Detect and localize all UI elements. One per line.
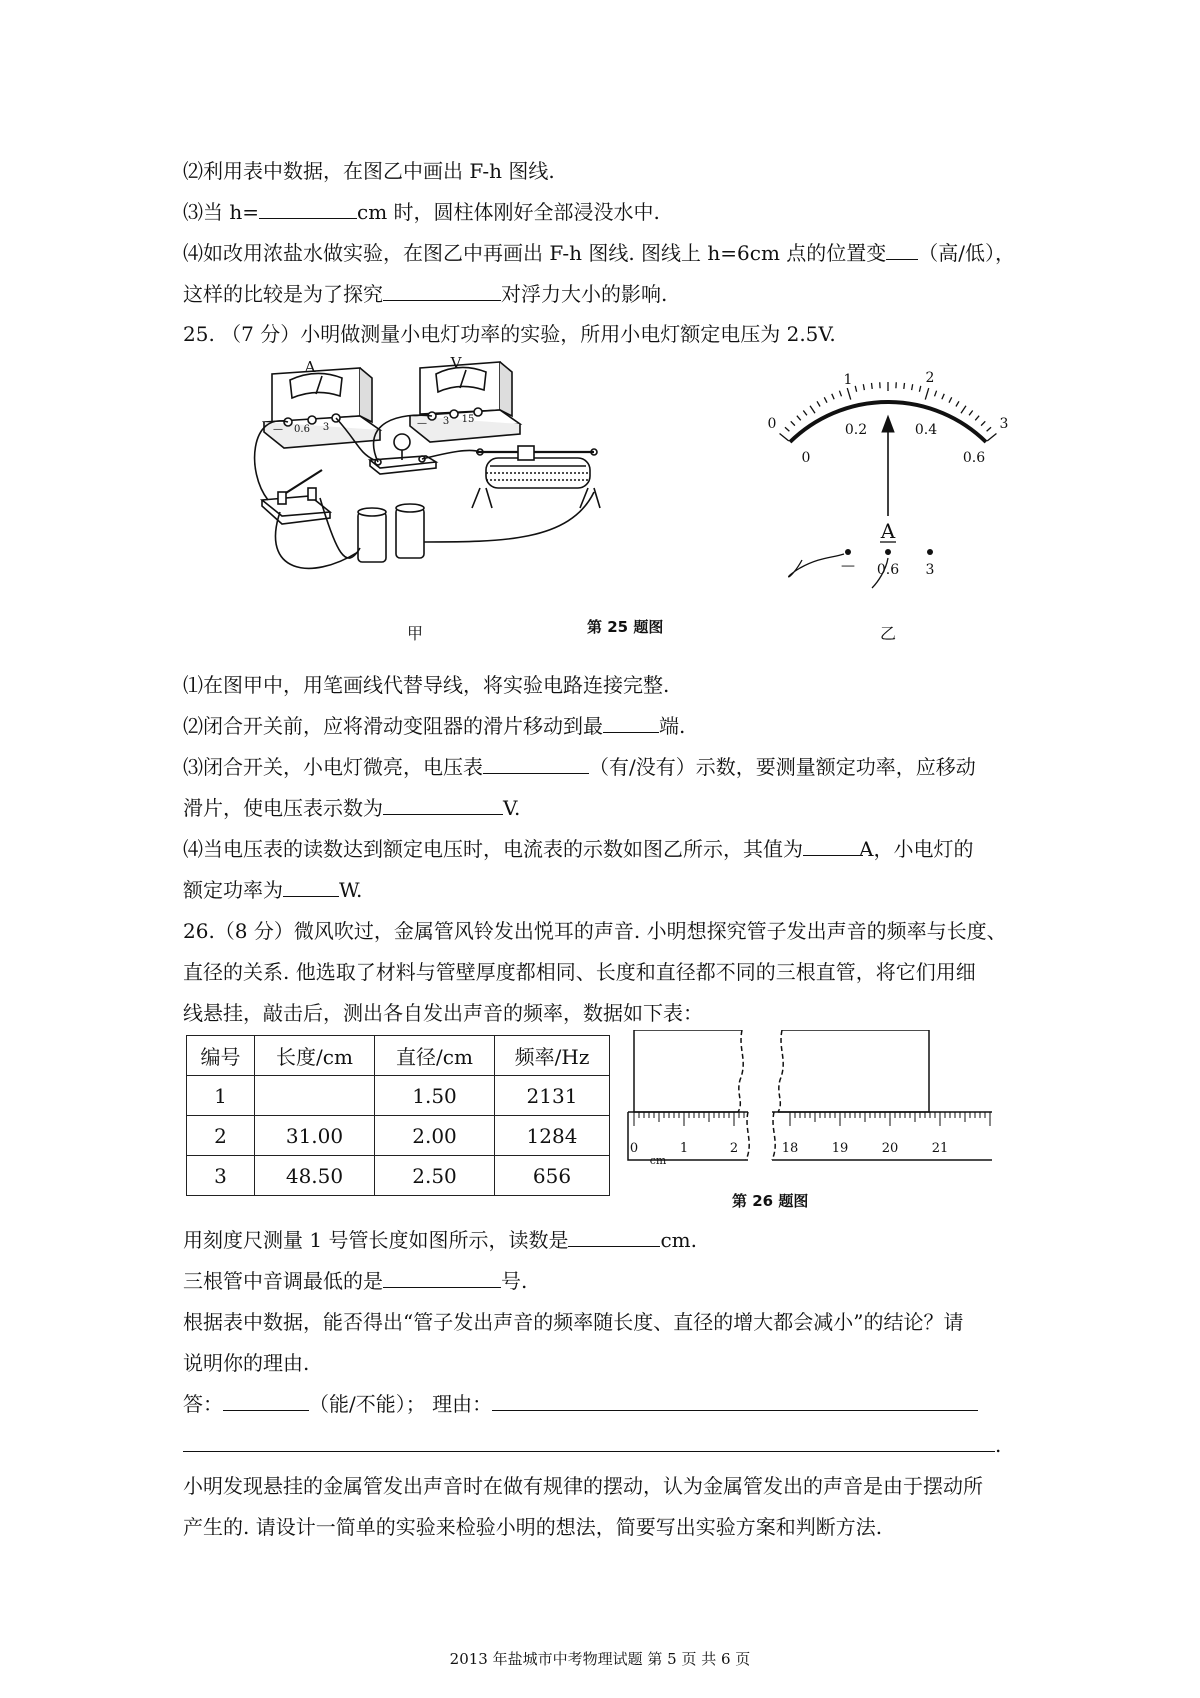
ruler-unit: cm [649, 1154, 667, 1167]
fig25-label-jia: 甲 [407, 624, 424, 643]
dial-tick [935, 391, 937, 397]
q25-end-blank[interactable] [603, 714, 659, 733]
q26-conclusion-line1: 根据表中数据，能否得出“管子发出声音的频率随长度、直径的增大都会减小”的结论？请 [183, 1310, 964, 1334]
q25-voltmeter-blank[interactable] [483, 755, 589, 774]
q24-position-blank[interactable] [886, 241, 918, 260]
table-header: 编号 [187, 1036, 255, 1076]
dial-tick [810, 406, 815, 413]
voltmeter-symbol: V [450, 354, 462, 372]
dial-tick [863, 384, 864, 390]
dial-tick [904, 383, 905, 389]
fig26-caption: 第 26 题图 [732, 1192, 809, 1210]
table-row [187, 1076, 610, 1116]
table-row [187, 1116, 610, 1156]
meter-terminal-0.6: 0.6 [876, 562, 900, 578]
q25-part3-line2: 滑片，使电压表示数为 V. [183, 796, 521, 820]
tube-right [778, 1030, 929, 1112]
q26-conclusion-line2: 说明你的理由. [183, 1351, 310, 1375]
ruler-label-2: 2 [729, 1141, 739, 1156]
table-cell: 2131 [495, 1076, 610, 1116]
voltmeter-terminal-3: 3 [442, 416, 450, 427]
table-header-row [187, 1036, 610, 1076]
voltmeter-terminal-neg: — [417, 418, 427, 429]
dial-tick [975, 416, 979, 421]
q26-lowest-line: 三根管中音调最低的是 号. [183, 1269, 528, 1293]
table-cell [255, 1076, 375, 1116]
fig25-dial [760, 362, 1010, 652]
dial-tick [817, 401, 820, 406]
dial-tick [780, 433, 789, 441]
q26-lowest-blank[interactable] [383, 1269, 501, 1288]
rheostat [472, 446, 600, 508]
voltmeter-terminal-15: 15 [461, 414, 475, 425]
q26-intro-line1: 26.（8 分）微风吹过，金属管风铃发出悦耳的声音. 小明想探究管子发出声音的频率与长度、 [183, 919, 1007, 943]
page-footer: 2013 年盐城市中考物理试题 第 5 页 共 6 页 [449, 1650, 751, 1668]
table-cell: 656 [495, 1156, 610, 1196]
q24-part2: ⑵利用表中数据，在图乙中画出 F-h 图线. [183, 159, 555, 183]
ammeter-terminal-3: 3 [322, 422, 330, 433]
table-row [187, 1156, 610, 1196]
dial-tick [847, 388, 850, 399]
meter-terminal-3: 3 [925, 562, 935, 578]
dial-tick [919, 386, 920, 392]
q26-intro-line3: 线悬挂，敲击后，测出各自发出声音的频率，数据如下表： [183, 1001, 703, 1025]
q25-part2: ⑵闭合开关前，应将滑动变阻器的滑片移动到最 端. [183, 714, 686, 738]
table-header: 长度/cm [255, 1036, 375, 1076]
q26-reason-blank[interactable] [492, 1392, 978, 1411]
dial-tick [942, 394, 944, 399]
table-cell: 1284 [495, 1116, 610, 1156]
ruler-label-20: 20 [881, 1141, 899, 1156]
q25-current-blank[interactable] [803, 837, 859, 856]
ammeter-terminal-neg: — [273, 424, 283, 435]
q26-answer-line2: . [183, 1433, 1001, 1457]
dial-tick [987, 433, 996, 441]
q24-part3: ⑶当 h= cm 时，圆柱体刚好全部浸没水中. [183, 200, 660, 224]
dial-tick [832, 394, 834, 399]
dial-tick [987, 427, 991, 431]
ruler-label-19: 19 [831, 1141, 849, 1156]
q25-part4-line2: 额定功率为 W. [183, 878, 363, 902]
meter-symbol: A [880, 519, 896, 543]
table-cell: 1 [187, 1076, 255, 1116]
table-header: 直径/cm [375, 1036, 495, 1076]
dial-tick [839, 391, 841, 397]
q24-part4-line1: ⑷如改用浓盐水做实验，在图乙中再画出 F-h 图线. 图线上 h=6cm 点的位置变 （高/低）， [183, 241, 1016, 265]
q25-title: 25. （7 分）小明做测量小电灯功率的实验，所用小电灯额定电压为 2.5V. [183, 322, 836, 346]
q26-reason-blank-2[interactable] [183, 1433, 995, 1452]
ammeter-terminal-0.6: 0.6 [294, 424, 310, 435]
dial-top-label-1: 1 [843, 372, 853, 388]
dial-tick [925, 388, 928, 399]
ammeter [264, 368, 380, 448]
dial-tick [871, 383, 872, 389]
dial-tick [785, 427, 789, 431]
table-header: 频率/Hz [495, 1036, 610, 1076]
dial-tick [949, 397, 952, 402]
table-cell: 31.00 [255, 1116, 375, 1156]
table-cell: 2.00 [375, 1116, 495, 1156]
q26-can-blank[interactable] [223, 1392, 309, 1411]
q25-part4-line1: ⑷当电压表的读数达到额定电压时，电流表的示数如图乙所示，其值为 A，小电灯的 [183, 837, 974, 861]
switch [262, 470, 330, 524]
q24-h-blank[interactable] [259, 200, 357, 219]
dial-bottom-label-0.6: 0.6 [962, 450, 986, 466]
dial-tick [969, 411, 973, 416]
q26-answer-line: 答： （能/不能）； 理由： [183, 1392, 978, 1416]
ruler-label-1: 1 [679, 1141, 689, 1156]
dial-tick [956, 401, 959, 406]
fig25-circuit [250, 352, 660, 642]
tube-left [634, 1030, 742, 1112]
q25-voltage-blank[interactable] [383, 796, 503, 815]
dial-tick [791, 421, 795, 425]
table-cell: 2.50 [375, 1156, 495, 1196]
fig26-ruler [620, 1030, 1000, 1170]
dial-top-label-0: 0 [767, 416, 777, 432]
q25-power-blank[interactable] [283, 878, 339, 897]
ruler-label-0: 0 [629, 1141, 639, 1156]
fig25-caption: 第 25 题图 [587, 618, 664, 636]
battery-pack [358, 504, 424, 562]
q26-read-line: 用刻度尺测量 1 号管长度如图所示，读数是 cm. [183, 1228, 697, 1252]
ruler-label-21: 21 [931, 1141, 949, 1156]
q25-part1: ⑴在图甲中，用笔画线代替导线，将实验电路连接完整. [183, 673, 670, 697]
dial-bottom-label-0.2: 0.2 [844, 422, 868, 438]
dial-bottom-label-0: 0 [801, 450, 811, 466]
fig25-label-yi: 乙 [880, 624, 897, 643]
dial-tick [824, 397, 827, 402]
table-cell: 48.50 [255, 1156, 375, 1196]
q26-reading-blank[interactable] [568, 1228, 660, 1247]
dial-tick [961, 406, 966, 413]
dial-tick [912, 384, 913, 390]
dial-tick [797, 416, 801, 421]
q24-factor-blank[interactable] [383, 282, 501, 301]
ruler-label-18: 18 [781, 1141, 799, 1156]
q26-final-line1: 小明发现悬挂的金属管发出声音时在做有规律的摆动，认为金属管发出的声音是由于摆动所 [183, 1474, 983, 1498]
dial-top-label-3: 3 [999, 416, 1009, 432]
q26-data-table [186, 1035, 610, 1196]
q25-part3-line1: ⑶闭合开关，小电灯微亮，电压表 （有/没有）示数，要测量额定功率，应移动 [183, 755, 976, 779]
dial-top-label-2: 2 [925, 370, 935, 386]
voltmeter [410, 362, 520, 442]
meter-terminal-neg: — [841, 558, 855, 574]
table-cell: 1.50 [375, 1076, 495, 1116]
dial-tick [803, 411, 807, 416]
q26-final-line2: 产生的. 请设计一简单的实验来检验小明的想法，简要写出实验方案和判断方法. [183, 1515, 883, 1539]
q24-part4-line2: 这样的比较是为了探究 对浮力大小的影响. [183, 282, 668, 306]
dial-tick [855, 386, 856, 392]
q26-intro-line2: 直径的关系. 他选取了材料与管壁厚度都相同、长度和直径都不同的三根直管，将它们用细 [183, 960, 976, 984]
table-cell: 3 [187, 1156, 255, 1196]
dial-needle-head [882, 416, 894, 432]
dial-tick [981, 421, 985, 425]
dial-bottom-label-0.4: 0.4 [914, 422, 938, 438]
ammeter-symbol: A [304, 358, 316, 376]
table-cell: 2 [187, 1116, 255, 1156]
